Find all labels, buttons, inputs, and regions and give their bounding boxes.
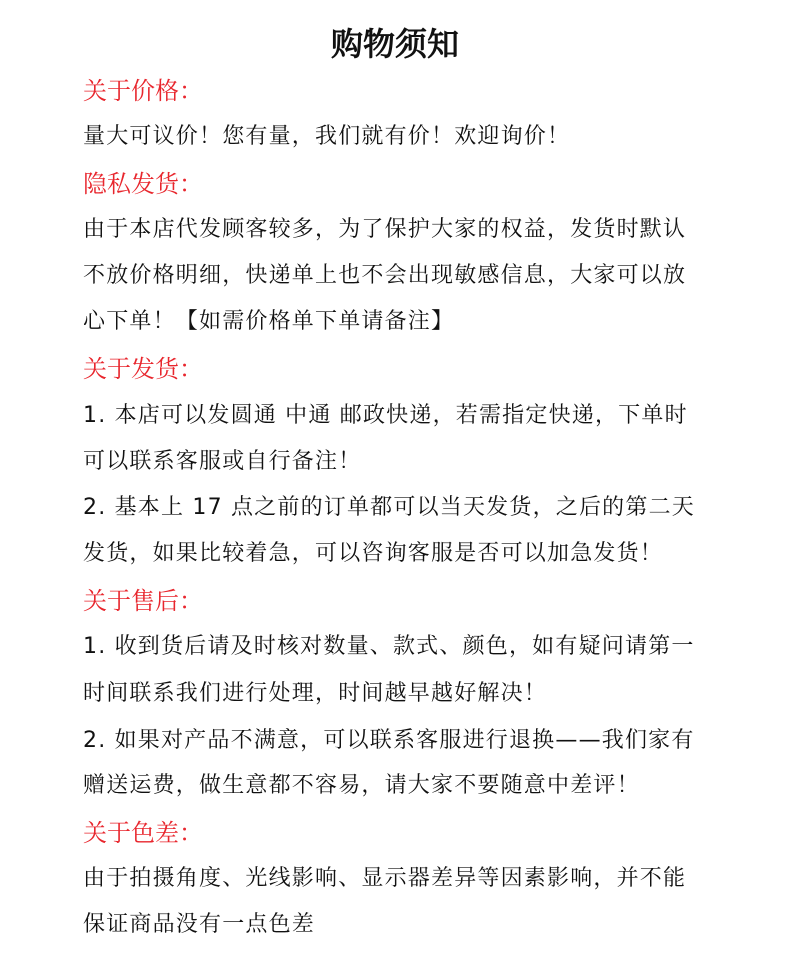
privacy-line-3: 心下单！【如需价格单下单请备注】 xyxy=(83,309,455,334)
aftersale-line-1: 1. 收到货后请及时核对数量、款式、颜色，如有疑问请第一 xyxy=(83,634,695,659)
section-heading-price: 关于价格： xyxy=(83,77,203,105)
privacy-line-1: 由于本店代发顾客较多，为了保护大家的权益，发货时默认 xyxy=(83,217,687,242)
section-heading-privacy: 隐私发货： xyxy=(83,170,203,198)
section-heading-aftersale: 关于售后： xyxy=(83,587,203,615)
section-heading-color: 关于色差： xyxy=(83,819,203,847)
shipping-line-1: 1. 本店可以发圆通 中通 邮政快递，若需指定快递，下单时 xyxy=(83,403,688,428)
shipping-line-4: 发货，如果比较着急，可以咨询客服是否可以加急发货！ xyxy=(83,541,664,566)
aftersale-line-2: 时间联系我们进行处理，时间越早越好解决！ xyxy=(83,681,548,706)
aftersale-line-4: 赠送运费，做生意都不容易，请大家不要随意中差评！ xyxy=(83,773,640,798)
price-line-1: 量大可议价！您有量，我们就有价！欢迎询价！ xyxy=(83,124,571,149)
shipping-line-3: 2. 基本上 17 点之前的订单都可以当天发货，之后的第二天 xyxy=(83,495,695,520)
page-title: 购物须知 xyxy=(330,25,459,63)
color-line-1: 由于拍摄角度、光线影响、显示器差异等因素影响，并不能 xyxy=(83,866,687,891)
color-line-2: 保证商品没有一点色差 xyxy=(83,912,316,937)
privacy-line-2: 不放价格明细，快递单上也不会出现敏感信息，大家可以放 xyxy=(83,263,687,288)
shipping-line-2: 可以联系客服或自行备注！ xyxy=(83,449,362,474)
aftersale-line-3: 2. 如果对产品不满意，可以联系客服进行退换——我们家有 xyxy=(83,728,695,753)
section-heading-shipping: 关于发货： xyxy=(83,355,203,383)
